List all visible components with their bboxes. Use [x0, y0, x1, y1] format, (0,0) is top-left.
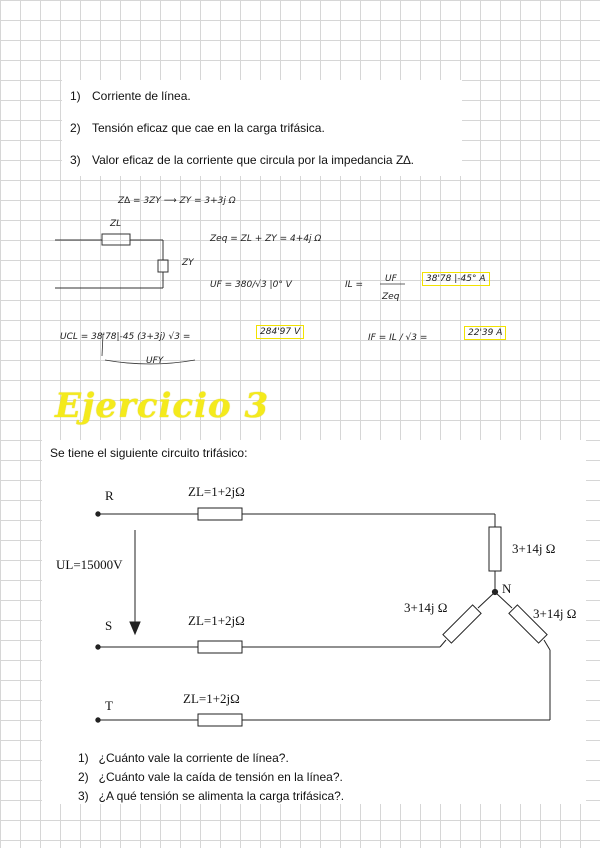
handwritten-il-numerator: UF: [385, 274, 397, 284]
load-impedance-top: 3+14j Ω: [512, 541, 556, 556]
line-impedance-r: ZL=1+2jΩ: [188, 484, 245, 499]
question-number: 1): [78, 751, 89, 765]
handwritten-if: IF = IL / √3 =: [368, 333, 428, 343]
phase-s-label: S: [105, 618, 113, 633]
phase-r-label: R: [105, 488, 114, 503]
line-voltage-label: UL=15000V: [56, 557, 123, 572]
handwritten-il-label: IL =: [345, 280, 364, 290]
phase-t-label: T: [105, 698, 113, 713]
handwritten-ucl: UCL = 38'78|-45 (3+3j) √3 =: [60, 332, 191, 342]
question-item: [78, 750, 558, 766]
question-number: 3): [78, 789, 89, 803]
handwritten-if-result: 22'39 A: [464, 326, 506, 340]
question-item: [78, 769, 558, 785]
handwritten-zeq: Zeq = ZL + ZY = 4+4j Ω: [210, 234, 322, 244]
load-impedance-right: 3+14j Ω: [533, 606, 577, 621]
question-number: 1): [70, 89, 81, 103]
question-text: ¿Cuánto vale la caída de tensión en la línea?.: [98, 770, 343, 784]
question-number: 2): [70, 121, 81, 135]
question-text: Tensión eficaz que cae en la carga trifásica.: [92, 121, 325, 135]
handwritten-il-denominator: Zeq: [382, 292, 400, 302]
line-impedance-t: ZL=1+2jΩ: [183, 691, 240, 706]
sketch-circuit: [55, 234, 405, 364]
question-text: ¿A qué tensión se alimenta la carga trifásica?.: [98, 789, 345, 803]
question-item: [78, 788, 558, 804]
handwritten-uf: UF = 380/√3 |0° V: [210, 280, 292, 290]
handwritten-zy-label: ZY: [182, 258, 194, 268]
question-text: Corriente de línea.: [92, 89, 191, 103]
handwritten-il-result: 38'78 |-45° A: [422, 272, 490, 286]
intro-text: Se tiene el siguiente circuito trifásico:: [50, 446, 248, 460]
bottom-question-list: [78, 750, 558, 807]
handwritten-zl-label: ZL: [110, 219, 122, 229]
question-text: Valor eficaz de la corriente que circula por la impedancia Z∆.: [92, 153, 414, 167]
question-text: ¿Cuánto vale la corriente de línea?.: [98, 751, 289, 765]
handwritten-ucl-result: 284'97 V: [256, 325, 304, 339]
question-number: 2): [78, 770, 89, 784]
neutral-node-label: N: [502, 581, 512, 596]
handwritten-zdelta: Z∆ = 3ZY ⟶ ZY = 3+3j Ω: [118, 196, 236, 206]
section-title: Ejercicio 3: [55, 386, 270, 426]
load-impedance-left: 3+14j Ω: [404, 600, 448, 615]
question-number: 3): [70, 153, 81, 167]
three-phase-circuit: [96, 508, 550, 726]
handwritten-ufy: UFY: [146, 356, 164, 366]
line-impedance-s: ZL=1+2jΩ: [188, 613, 245, 628]
